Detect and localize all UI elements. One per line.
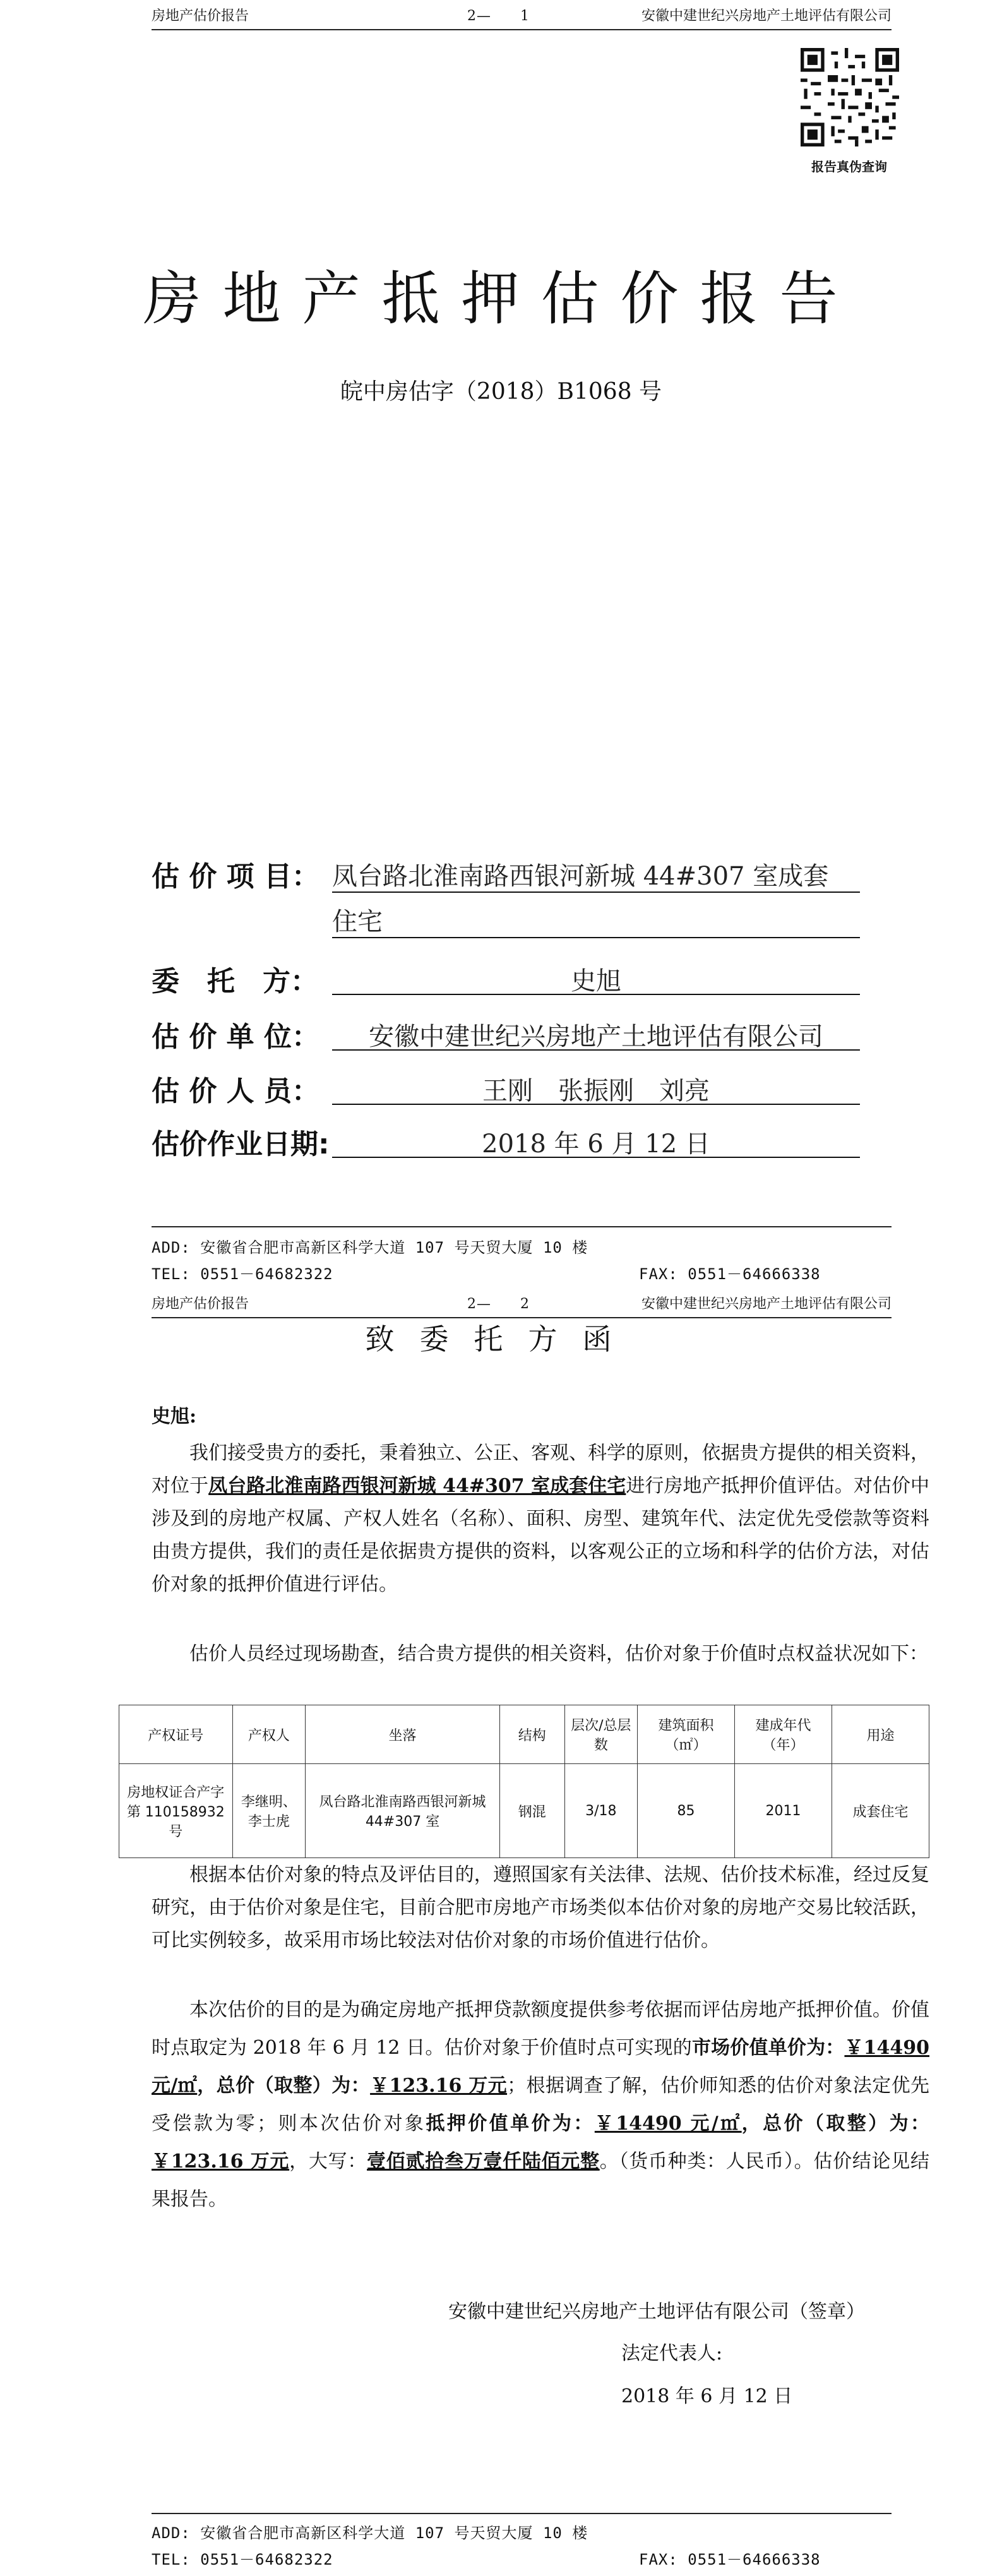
qr-caption: 报告真伪查询	[811, 159, 887, 174]
salutation: 史旭:	[152, 1405, 197, 1428]
paragraph-1	[152, 1437, 929, 1601]
market-total-price: ￥123.16 万元	[370, 2075, 508, 2097]
table-header: 坐落	[306, 1705, 500, 1764]
footer-tel: TEL: 0551－64682322	[152, 2551, 333, 2568]
property-address: 凤台路北淮南路西银河新城 44#307 室成套住宅	[208, 1475, 626, 1497]
table-cell: 2011	[735, 1764, 832, 1858]
qr-code-icon	[801, 48, 899, 146]
table-header: 层次/总层数	[564, 1705, 637, 1764]
header-page: 2— 2	[467, 1296, 530, 1312]
label-appraisers: 估 价 人 员：	[152, 1075, 319, 1107]
footer-address: ADD: 安徽省合肥市高新区科学大道 107 号天贸大厦 10 楼	[152, 1239, 588, 1256]
underline	[332, 1049, 860, 1051]
table-header-row	[119, 1705, 929, 1764]
table-cell: 钢混	[499, 1764, 564, 1858]
header-page: 2— 1	[467, 8, 530, 24]
property-table	[119, 1705, 929, 1858]
text: ，总价（取整）为：	[741, 2113, 930, 2135]
table-cell: 房地权证合产字第 110158932 号	[119, 1764, 233, 1858]
table-header: 产权人	[232, 1705, 305, 1764]
mortgage-unit-price: ￥14490 元/㎡	[594, 2113, 742, 2135]
footer-fax: FAX: 0551－64666338	[639, 2551, 821, 2568]
report-title: 房地产抵押估价报告	[143, 265, 859, 333]
market-unit-label: 市场价值单价为：	[691, 2037, 845, 2059]
text: 本次估价的目的是为确定房地产抵押贷款额度提供参考依据而评估房地产抵押价值。价值时点取定为 2018 年 6 月 12 日。估价对象于价值时点可实现的	[152, 1999, 929, 2059]
underline	[332, 1104, 860, 1105]
market-unit-price: ￥14490 元/㎡	[152, 2037, 930, 2097]
text: 进行房地产抵押价值评估。对估价中涉及到的房地产权属、产权人姓名（名称）、面积、房型、建筑年代、法定优先受偿款等资料由贵方提供，我们的责任是依据贵方提供的资料，以客观公正的立场和科学的估价方法，对估价对象的抵押价值进行评估。	[152, 1475, 930, 1595]
signature-representative: 法定代表人:	[621, 2342, 723, 2364]
text: ，总价（取整）为：	[197, 2075, 371, 2097]
value-project-line1: 凤台路北淮南路西银河新城 44#307 室成套	[332, 862, 829, 891]
table-cell: 李继明、李士虎	[232, 1764, 305, 1858]
table-cell: 85	[638, 1764, 735, 1858]
table-header: 建成年代（年）	[735, 1705, 832, 1764]
table-cell: 3/18	[564, 1764, 637, 1858]
label-client: 委 托 方：	[152, 965, 318, 998]
header-left: 房地产估价报告	[152, 8, 249, 24]
table-row	[119, 1764, 929, 1858]
table-header: 产权证号	[119, 1705, 233, 1764]
report-number: 皖中房估字（2018）B1068 号	[340, 379, 662, 405]
signature-company: 安徽中建世纪兴房地产土地评估有限公司（签章）	[448, 2301, 865, 2323]
page1-header	[152, 0, 892, 30]
table-cell: 成套住宅	[832, 1764, 929, 1858]
table-header: 用途	[832, 1705, 929, 1764]
letter-title: 致委托方函	[365, 1322, 637, 1356]
footer-rule	[152, 1226, 892, 1227]
value-project-line2: 住宅	[332, 907, 383, 936]
text: ，大写：	[289, 2150, 367, 2173]
label-appraiser-unit: 估 价 单 位：	[152, 1021, 319, 1053]
header-company: 安徽中建世纪兴房地产土地评估有限公司	[641, 8, 892, 24]
table-header: 结构	[499, 1705, 564, 1764]
footer-fax: FAX: 0551－64666338	[639, 1265, 821, 1283]
underline	[332, 994, 860, 995]
table-cell: 凤台路北淮南路西银河新城 44#307 室	[306, 1764, 500, 1858]
footer-rule	[152, 2513, 892, 2514]
underline	[332, 937, 860, 938]
signature-date: 2018 年 6 月 12 日	[621, 2385, 793, 2407]
mortgage-total-price: ￥123.16 万元	[152, 2150, 290, 2173]
label-work-date: 估价作业日期:	[152, 1128, 330, 1160]
underline	[332, 891, 860, 893]
page2-header	[152, 1288, 892, 1318]
underline	[332, 1157, 860, 1158]
value-client: 史旭	[571, 967, 621, 996]
header-left: 房地产估价报告	[152, 1296, 249, 1312]
header-company: 安徽中建世纪兴房地产土地评估有限公司	[641, 1296, 892, 1312]
value-appraiser-unit: 安徽中建世纪兴房地产土地评估有限公司	[369, 1022, 823, 1051]
amount-in-words: 壹佰贰拾叁万壹仟陆佰元整	[367, 2150, 600, 2173]
text: ；根据调查了解，估价师知悉的估价对象法定优先受偿款为零；则本次估价对象	[152, 2075, 930, 2135]
label-project: 估 价 项 目：	[152, 861, 319, 893]
paragraph-2: 估价人员经过现场勘查，结合贵方提供的相关资料，估价对象于价值时点权益状况如下：	[189, 1643, 928, 1665]
text: 。（货币种类：人民币）。估价结论见结果报告。	[152, 2150, 930, 2210]
footer-tel: TEL: 0551－64682322	[152, 1265, 333, 1283]
paragraph-3: 根据本估价对象的特点及评估目的，遵照国家有关法律、法规、估价技术标准，经过反复研究，由于估价对象是住宅，目前合肥市房地产市场类似本估价对象的房地产交易比较活跃，可比实例较多，故采用市场比较法对估价对象的市场价值进行估价。	[152, 1864, 929, 1952]
paragraph-4	[152, 1991, 929, 2219]
value-work-date: 2018 年 6 月 12 日	[482, 1130, 710, 1159]
value-appraisers: 王刚 张振刚 刘亮	[482, 1076, 710, 1106]
footer-address: ADD: 安徽省合肥市高新区科学大道 107 号天贸大厦 10 楼	[152, 2524, 588, 2542]
mortgage-unit-label: 抵押价值单价为：	[426, 2113, 595, 2135]
text: 我们接受贵方的委托，秉着独立、公正、客观、科学的原则，依据贵方提供的相关资料，对位于	[152, 1442, 929, 1497]
table-header: 建筑面积（㎡）	[638, 1705, 735, 1764]
